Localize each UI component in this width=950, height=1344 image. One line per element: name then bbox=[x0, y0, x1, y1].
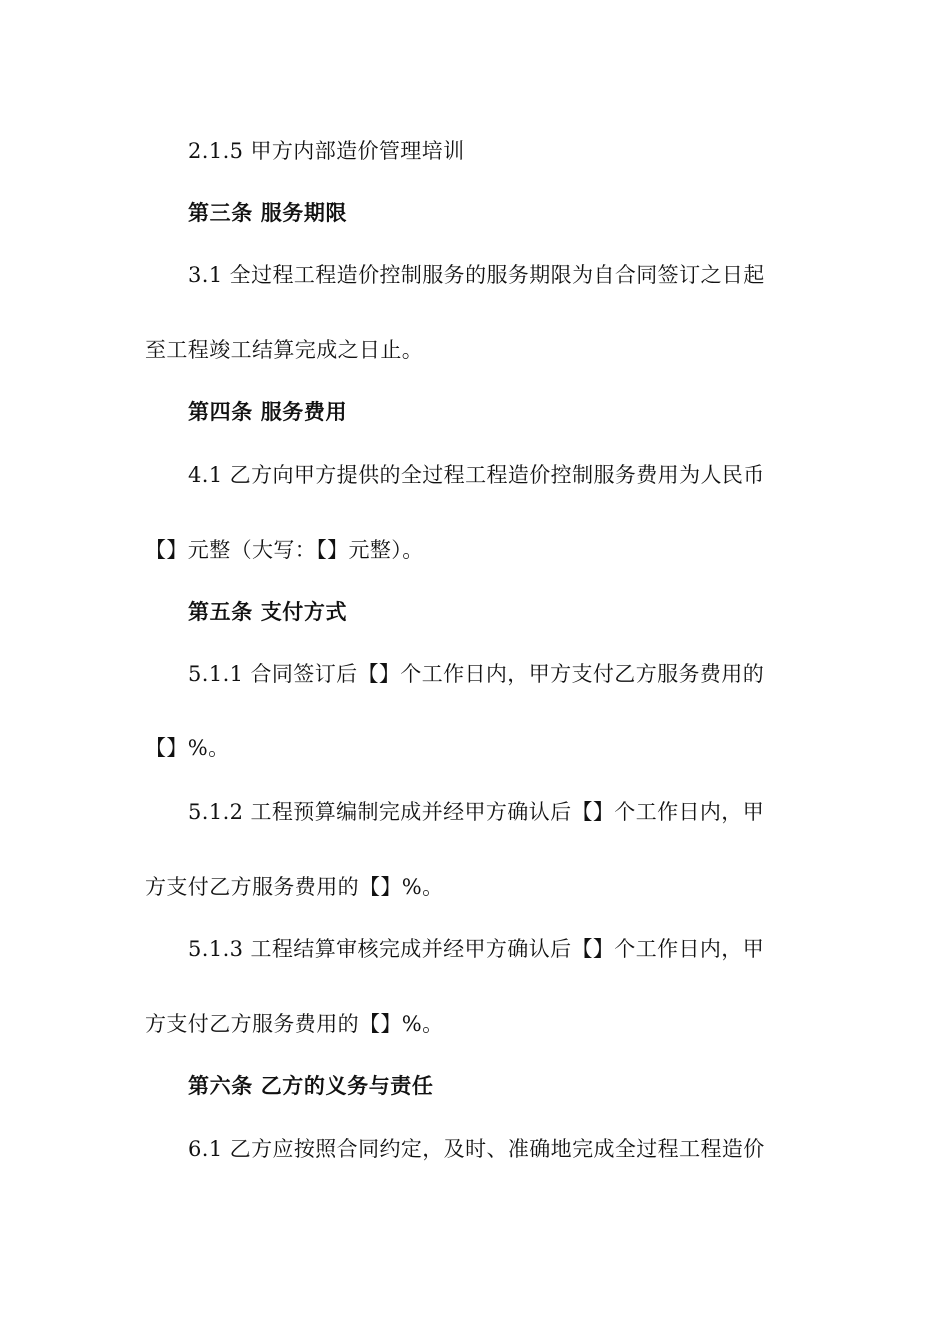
clause-5-1-3-line-1: 5.1.3 工程结算审核完成并经甲方确认后【】个工作日内，甲 bbox=[188, 937, 765, 961]
clause-4-1-line-2: 【】元整（大写：【】元整）。 bbox=[145, 538, 424, 562]
clause-3-1-line-2: 至工程竣工结算完成之日止。 bbox=[145, 338, 424, 362]
article-3-heading: 第三条 服务期限 bbox=[188, 201, 348, 225]
article-4-heading: 第四条 服务费用 bbox=[188, 400, 348, 424]
clause-5-1-1-line-1: 5.1.1 合同签订后【】个工作日内，甲方支付乙方服务费用的 bbox=[188, 662, 765, 686]
clause-5-1-2-line-1: 5.1.2 工程预算编制完成并经甲方确认后【】个工作日内，甲 bbox=[188, 800, 765, 824]
clause-6-1-line-1: 6.1 乙方应按照合同约定，及时、准确地完成全过程工程造价 bbox=[188, 1137, 765, 1161]
clause-5-1-3-line-2: 方支付乙方服务费用的【】%。 bbox=[145, 1012, 444, 1036]
clause-5-1-2-line-2: 方支付乙方服务费用的【】%。 bbox=[145, 875, 444, 899]
clause-5-1-1-line-2: 【】%。 bbox=[145, 736, 230, 760]
clause-2-1-5: 2.1.5 甲方内部造价管理培训 bbox=[188, 139, 465, 163]
clause-4-1-line-1: 4.1 乙方向甲方提供的全过程工程造价控制服务费用为人民币 bbox=[188, 463, 765, 487]
clause-3-1-line-1: 3.1 全过程工程造价控制服务的服务期限为自合同签订之日起 bbox=[188, 263, 765, 287]
article-5-heading: 第五条 支付方式 bbox=[188, 600, 348, 624]
article-6-heading: 第六条 乙方的义务与责任 bbox=[188, 1074, 434, 1098]
